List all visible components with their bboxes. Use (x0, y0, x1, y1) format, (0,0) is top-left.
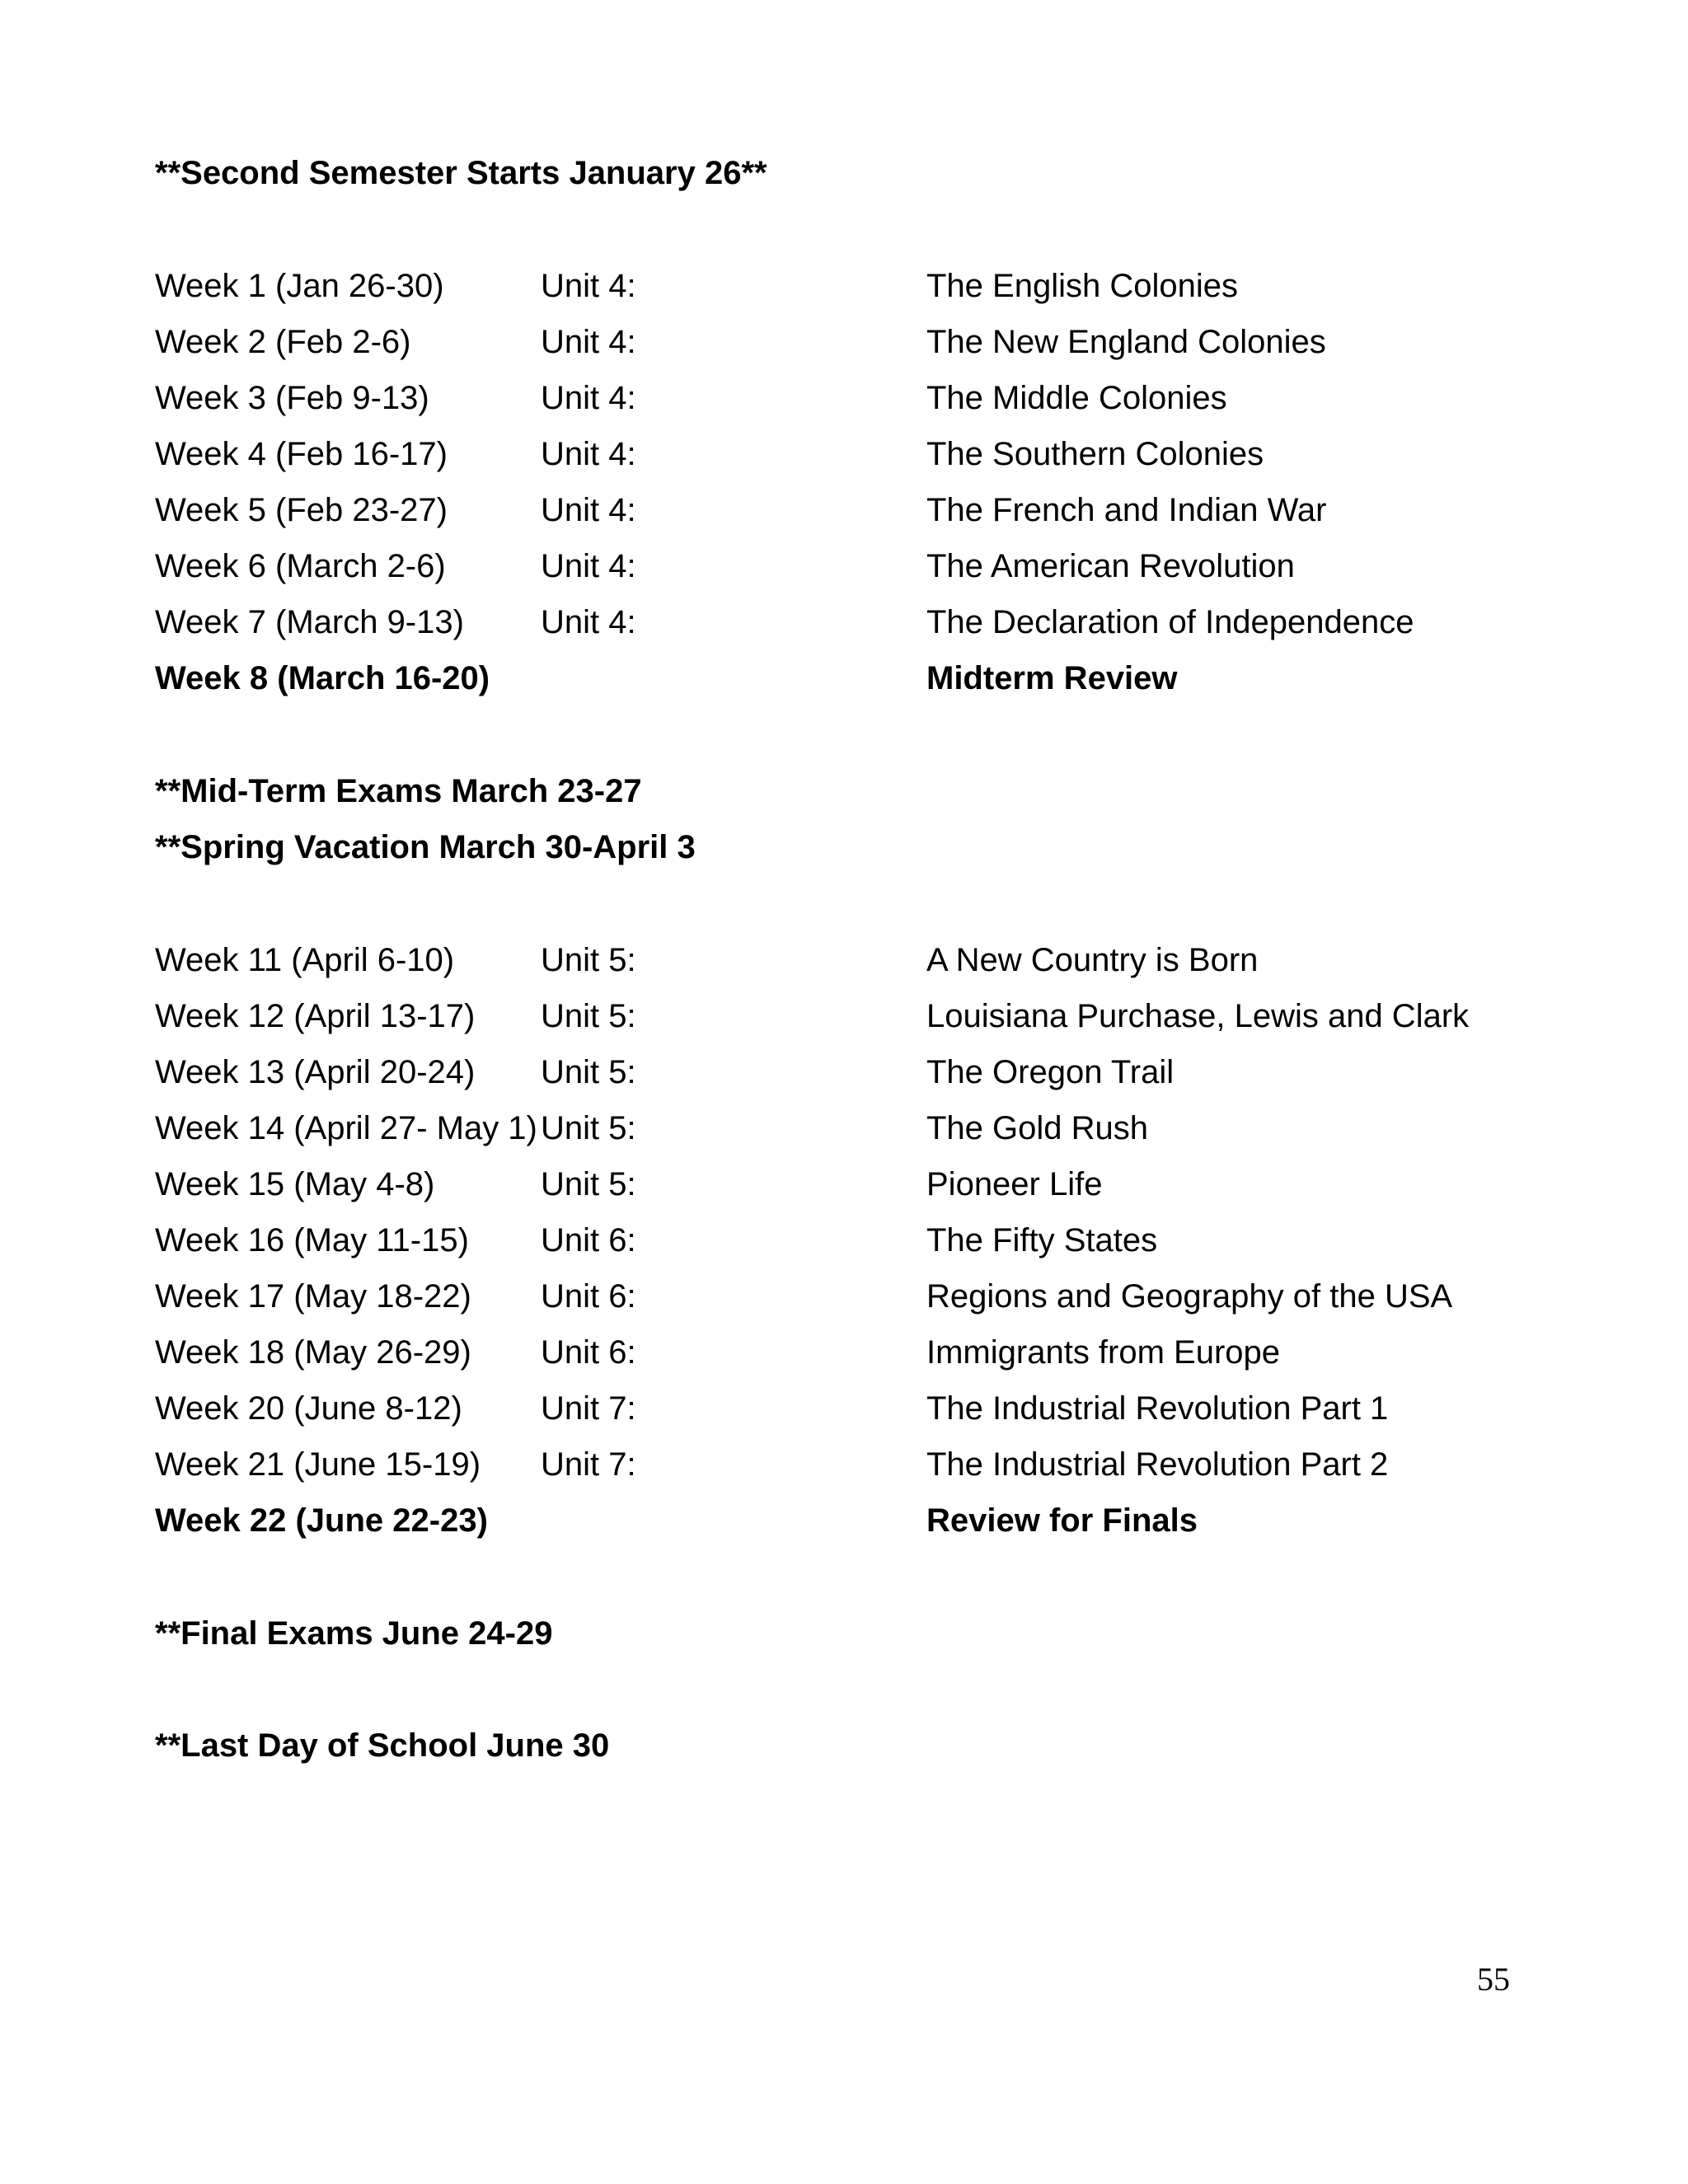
week-label: Week 4 (Feb 16-17) (155, 436, 448, 472)
page-number: 55 (1477, 1961, 1510, 1998)
unit-label: Unit 5: (541, 1166, 636, 1202)
schedule-row (155, 546, 1556, 586)
midterm-review-row (155, 658, 1556, 698)
week-label: Week 18 (May 26-29) (155, 1334, 471, 1371)
schedule-row (155, 1333, 1556, 1372)
unit-label: Unit 4: (541, 604, 636, 640)
unit-label: Unit 6: (541, 1222, 636, 1258)
unit-label: Unit 4: (541, 436, 636, 472)
schedule-row (155, 322, 1556, 362)
schedule-row (155, 1221, 1556, 1260)
week-label: Week 22 (June 22-23) (155, 1502, 488, 1539)
week-label: Week 2 (Feb 2-6) (155, 324, 411, 360)
topic-label: The English Colonies (926, 268, 1238, 304)
midterm-exams-notice: **Mid-Term Exams March 23-27 (155, 773, 642, 809)
week-label: Week 3 (Feb 9-13) (155, 380, 429, 416)
unit-label: Unit 4: (541, 492, 636, 528)
schedule-row (155, 1445, 1556, 1484)
week-label: Week 1 (Jan 26-30) (155, 268, 444, 304)
schedule-row (155, 602, 1556, 642)
unit-label: Unit 5: (541, 1054, 636, 1090)
topic-label: Regions and Geography of the USA (926, 1278, 1453, 1315)
week-label: Week 13 (April 20-24) (155, 1054, 476, 1090)
last-day-notice: **Last Day of School June 30 (155, 1727, 610, 1764)
topic-label: Louisiana Purchase, Lewis and Clark (926, 998, 1470, 1034)
topic-label: Pioneer Life (926, 1166, 1103, 1202)
unit-label: Unit 4: (541, 548, 636, 584)
week-label: Week 7 (March 9-13) (155, 604, 464, 640)
week-label: Week 14 (April 27- May 1) (155, 1110, 537, 1146)
unit-label: Unit 7: (541, 1390, 636, 1427)
finals-review-row (155, 1501, 1556, 1540)
unit-label: Unit 4: (541, 324, 636, 360)
week-label: Week 6 (March 2-6) (155, 548, 446, 584)
week-label: Week 8 (March 16-20) (155, 660, 490, 696)
unit-label: Unit 6: (541, 1278, 636, 1315)
schedule-row (155, 490, 1556, 530)
spring-vacation-notice: **Spring Vacation March 30-April 3 (155, 829, 696, 865)
unit-label: Unit 5: (541, 1110, 636, 1146)
topic-label: The Gold Rush (926, 1110, 1149, 1146)
schedule-row (155, 434, 1556, 474)
unit-label: Unit 6: (541, 1334, 636, 1371)
unit-label: Unit 5: (541, 998, 636, 1034)
schedule-row (155, 1052, 1556, 1092)
week-label: Week 17 (May 18-22) (155, 1278, 471, 1315)
topic-label: Review for Finals (926, 1502, 1198, 1539)
topic-label: The Middle Colonies (926, 380, 1227, 416)
topic-label: The American Revolution (926, 548, 1295, 584)
week-label: Week 11 (April 6-10) (155, 942, 455, 978)
topic-label: The Declaration of Independence (926, 604, 1414, 640)
week-label: Week 20 (June 8-12) (155, 1390, 462, 1427)
topic-label: Midterm Review (926, 660, 1178, 696)
topic-label: The French and Indian War (926, 492, 1327, 528)
week-label: Week 5 (Feb 23-27) (155, 492, 448, 528)
schedule-row (155, 266, 1556, 306)
week-label: Week 16 (May 11-15) (155, 1222, 469, 1258)
unit-label: Unit 7: (541, 1446, 636, 1483)
topic-label: The Industrial Revolution Part 1 (926, 1390, 1389, 1427)
topic-label: The Fifty States (926, 1222, 1158, 1258)
topic-label: The New England Colonies (926, 324, 1326, 360)
topic-label: Immigrants from Europe (926, 1334, 1281, 1371)
semester-start-notice: **Second Semester Starts January 26** (155, 155, 767, 191)
week-label: Week 12 (April 13-17) (155, 998, 476, 1034)
schedule-row (155, 996, 1556, 1036)
topic-label: The Oregon Trail (926, 1054, 1175, 1090)
topic-label: A New Country is Born (926, 942, 1259, 978)
schedule-row (155, 940, 1556, 980)
topic-label: The Industrial Revolution Part 2 (926, 1446, 1389, 1483)
schedule-row (155, 1277, 1556, 1316)
unit-label: Unit 5: (541, 942, 636, 978)
week-label: Week 21 (June 15-19) (155, 1446, 481, 1483)
final-exams-notice: **Final Exams June 24-29 (155, 1615, 553, 1652)
unit-label: Unit 4: (541, 380, 636, 416)
schedule-row (155, 1165, 1556, 1204)
schedule-row (155, 1389, 1556, 1428)
schedule-row (155, 1108, 1556, 1148)
topic-label: The Southern Colonies (926, 436, 1264, 472)
week-label: Week 15 (May 4-8) (155, 1166, 435, 1202)
schedule-row (155, 378, 1556, 418)
unit-label: Unit 4: (541, 268, 636, 304)
